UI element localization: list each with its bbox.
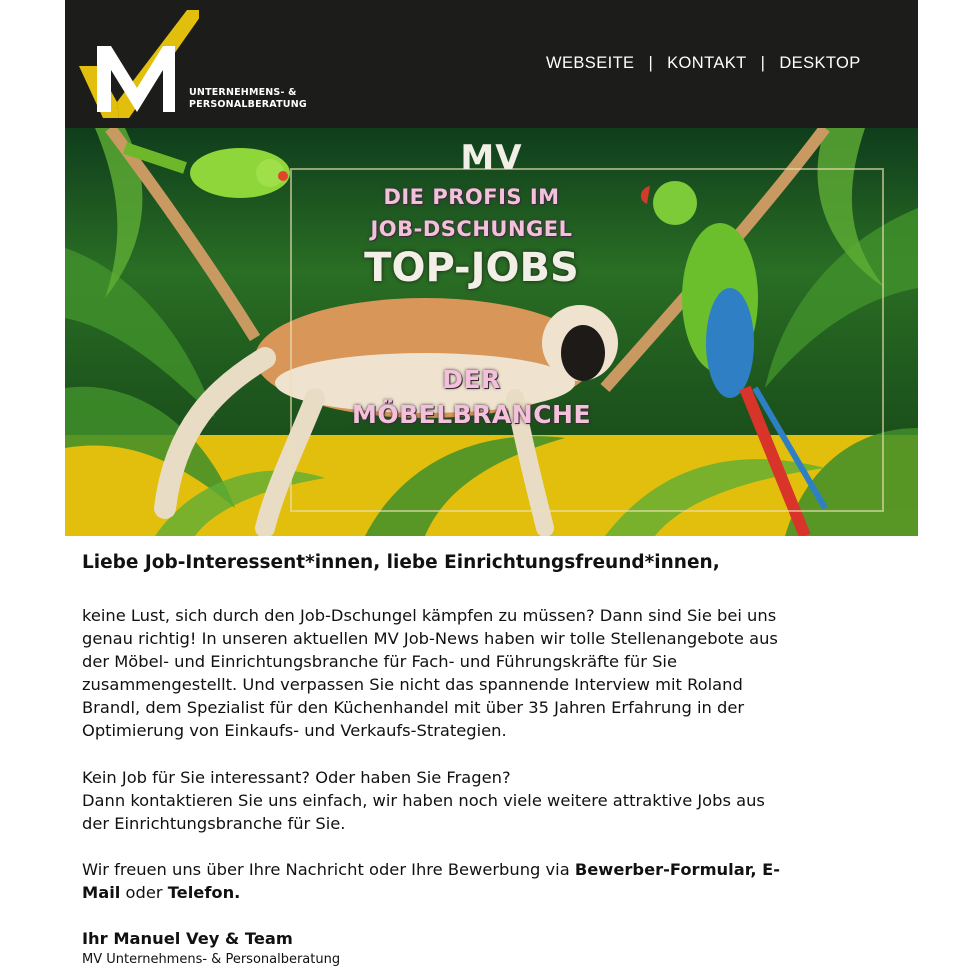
text-line: keine Lust, sich durch den Job-Dschungel kämpfen zu müssen? Dann sind Sie bei uns [82,606,777,625]
company-name: MV Unternehmens- & Personalberatung [82,952,341,967]
banner-line-4: MÖBELBRANCHE [351,400,592,429]
company-wordmark [189,87,307,111]
text-line: Dann kontaktieren Sie uns einfach, wir haben noch viele weitere attraktive Jobs aus [82,791,765,810]
newsletter-body [82,552,902,967]
intro-paragraph [82,604,778,742]
mv-logo[interactable] [79,8,199,118]
nav-separator: | [648,54,654,72]
banner-headline: TOP-JOBS [364,245,579,291]
email-link[interactable]: Mail [82,883,121,902]
text-line: Kein Job für Sie interessant? Oder haben Sie Fragen? [82,768,511,787]
hero-banner[interactable] [65,128,918,536]
header-bar [65,0,918,128]
phone-link[interactable]: Telefon. [167,883,241,902]
text-line: der Möbel- und Einrichtungsbranche für Fach- und Führungskräfte für Sie [82,652,677,671]
nav-kontakt-link[interactable]: KONTAKT [667,54,747,72]
text-span: Wir freuen uns über Ihre Nachricht oder Ihre Bewerbung via [82,860,575,879]
banner-line-2: JOB-DSCHUNGEL [370,217,573,241]
text-line: Optimierung von Einkaufs- und Verkaufs-Strategien. [82,721,507,740]
nav-webseite-link[interactable]: WEBSEITE [546,54,635,72]
banner-line-3: DER [442,365,501,394]
applicant-form-link[interactable]: Bewerber-Formular, E- [574,860,781,879]
text-line: zusammengestellt. Und verpassen Sie nicht das spannende Interview mit Roland [82,675,743,694]
banner-title: MV [460,138,523,178]
text-span: oder [120,883,168,902]
application-paragraph [82,858,780,904]
company-line-2: PERSONALBERATUNG [189,99,307,110]
company-line-1: UNTERNEHMENS- & [189,87,297,98]
text-line: der Einrichtungsbranche für Sie. [82,814,346,833]
greeting-heading: Liebe Job-Interessent*innen, liebe Einrichtungsfreund*innen, [82,552,720,573]
nav-desktop-link[interactable]: DESKTOP [779,54,861,72]
nav-separator: | [760,54,766,72]
text-line: genau richtig! In unseren aktuellen MV Job-News haben wir tolle Stellenangebote aus [82,629,778,648]
contact-paragraph [82,766,765,835]
newsletter [65,0,918,536]
signature: Ihr Manuel Vey & Team [82,929,293,948]
banner-line-1: DIE PROFIS IM [383,185,560,209]
text-line: Brandl, dem Spezialist für den Küchenhandel mit über 35 Jahren Erfahrung in der [82,698,745,717]
top-nav [546,54,861,73]
